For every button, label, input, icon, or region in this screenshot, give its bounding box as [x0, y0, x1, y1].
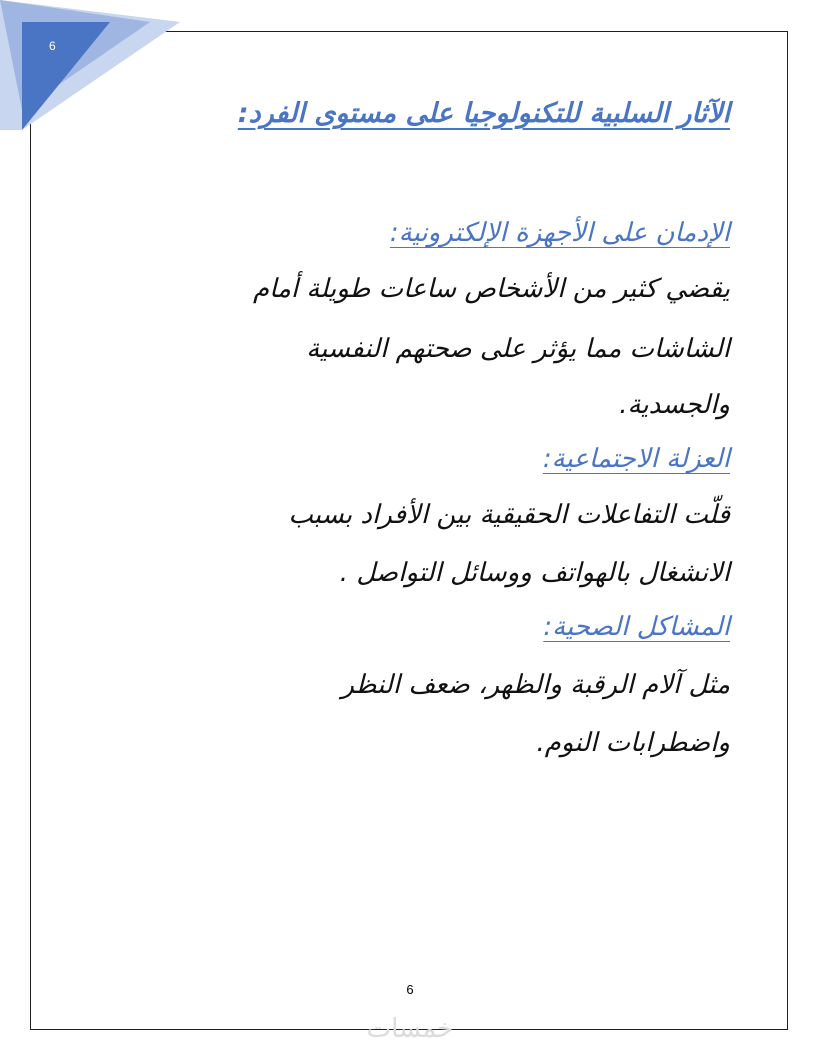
section-heading-isolation: العزلة الاجتماعية:: [542, 444, 730, 474]
body-line: يقضي كثير من الأشخاص ساعات طويلة أمام: [252, 274, 730, 304]
section-heading-addiction: الإدمان على الأجهزة الإلكترونية:: [389, 218, 730, 248]
body-line: الانشغال بالهواتف ووسائل التواصل .: [339, 558, 730, 588]
body-line: قلّت التفاعلات الحقيقية بين الأفراد بسبب: [288, 500, 730, 530]
body-line: مثل آلام الرقبة والظهر، ضعف النظر: [341, 670, 730, 700]
body-line: الشاشات مما يؤثر على صحتهم النفسية: [306, 334, 730, 364]
body-line: واضطرابات النوم.: [536, 728, 730, 758]
main-title: الآثار السلبية للتكنولوجيا على مستوى الفرد:: [237, 98, 730, 129]
corner-decoration: [0, 0, 190, 140]
corner-page-number: 6: [49, 39, 56, 53]
body-line: والجسدية.: [619, 390, 730, 420]
page-frame: [30, 31, 788, 1030]
watermark: خمسات: [366, 1014, 454, 1044]
section-heading-health: المشاكل الصحية:: [543, 612, 730, 642]
page-number: 6: [406, 982, 414, 997]
